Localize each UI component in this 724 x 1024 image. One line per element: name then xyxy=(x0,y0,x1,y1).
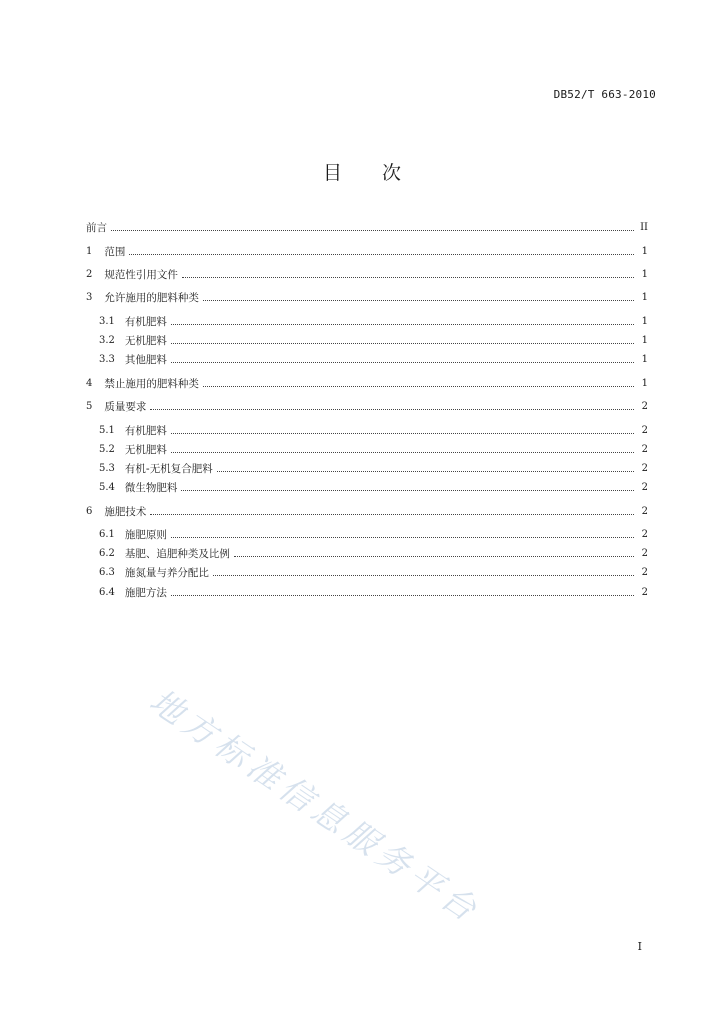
toc-entry-page: 1 xyxy=(641,268,648,280)
toc-entry-page: 2 xyxy=(641,443,648,455)
toc-entry-page: 1 xyxy=(641,334,648,346)
toc-entry-label: 允许施用的肥料种类 xyxy=(104,291,199,304)
toc-entry-page: 2 xyxy=(641,505,648,517)
toc-entry-label: 施肥技术 xyxy=(104,505,147,518)
toc-entry[interactable] xyxy=(86,398,648,414)
toc-entry-label: 有机肥料 xyxy=(124,315,167,328)
toc-entry[interactable] xyxy=(86,422,648,438)
toc-entry-number: 5.2 xyxy=(99,443,115,455)
toc-entry[interactable] xyxy=(86,584,648,600)
toc-dot-leader xyxy=(171,536,634,538)
toc-entry-page: 2 xyxy=(641,400,648,412)
toc-title-part2: 次 xyxy=(382,162,402,184)
toc-entry-page: 2 xyxy=(641,547,648,559)
toc-dot-leader xyxy=(234,555,634,557)
toc-entry-page: 2 xyxy=(641,528,648,540)
toc-entry-label: 有机肥料 xyxy=(124,424,167,437)
toc-dot-leader xyxy=(171,342,634,344)
toc-entry-label: 无机肥料 xyxy=(124,334,167,347)
toc-entry-label: 范围 xyxy=(104,245,126,258)
toc-dot-leader xyxy=(150,408,634,410)
toc-entry[interactable] xyxy=(86,564,648,580)
toc-title xyxy=(0,158,724,185)
page-number: I xyxy=(637,940,642,953)
toc-entry-number: 3 xyxy=(86,291,93,303)
toc-dot-leader xyxy=(213,574,634,576)
toc-entry-label: 禁止施用的肥料种类 xyxy=(104,377,199,390)
toc-entry-label: 基肥、追肥种类及比例 xyxy=(124,547,230,560)
toc-entry[interactable] xyxy=(86,219,648,235)
toc-entry-number: 6.4 xyxy=(99,586,115,598)
toc-entry-number: 5.1 xyxy=(99,424,115,436)
toc-entry-page: 2 xyxy=(641,566,648,578)
toc-entry-label: 无机肥料 xyxy=(124,443,167,456)
toc-entry-number: 3.1 xyxy=(99,315,115,327)
toc-dot-leader xyxy=(171,451,634,453)
toc-entry-number: 2 xyxy=(86,268,93,280)
document-code: DB52/T 663-2010 xyxy=(553,88,656,101)
toc-dot-leader xyxy=(181,489,634,491)
toc-dot-leader xyxy=(171,594,634,596)
toc-entry[interactable] xyxy=(86,289,648,305)
toc-dot-leader xyxy=(171,432,634,434)
toc-entry-number: 5.3 xyxy=(99,462,115,474)
watermark: 地方标准信息服务平台 xyxy=(142,680,488,932)
toc-entry[interactable] xyxy=(86,243,648,259)
toc-dot-leader xyxy=(217,470,634,472)
toc-entry[interactable] xyxy=(86,545,648,561)
toc-dot-leader xyxy=(203,385,634,387)
toc-dot-leader xyxy=(129,253,634,255)
toc-entry-page: 1 xyxy=(641,377,648,389)
toc-entry-number: 6.2 xyxy=(99,547,115,559)
toc-entry-label: 施肥原则 xyxy=(124,528,167,541)
toc-entry-page: 1 xyxy=(641,353,648,365)
toc-entry[interactable] xyxy=(86,351,648,367)
toc-entry-label: 有机-无机复合肥料 xyxy=(124,462,213,475)
toc-dot-leader xyxy=(150,513,634,515)
toc-entry-number: 1 xyxy=(86,245,93,257)
toc-entry-label: 质量要求 xyxy=(104,400,147,413)
toc-dot-leader xyxy=(171,361,634,363)
toc-entry[interactable] xyxy=(86,441,648,457)
toc-entry-number: 6.1 xyxy=(99,528,115,540)
toc-entry[interactable] xyxy=(86,266,648,282)
toc-entry-label: 前言 xyxy=(86,221,107,234)
toc-entry-number: 6.3 xyxy=(99,566,115,578)
toc-dot-leader xyxy=(182,276,634,278)
toc-entry[interactable] xyxy=(86,313,648,329)
toc-entry-page: 2 xyxy=(641,424,648,436)
toc-entry-number: 6 xyxy=(86,505,93,517)
toc-entry[interactable] xyxy=(86,332,648,348)
toc-entry-page: 2 xyxy=(641,586,648,598)
toc-entry-page: 2 xyxy=(641,462,648,474)
toc-entry-page: 1 xyxy=(641,315,648,327)
toc-entry-label: 规范性引用文件 xyxy=(104,268,178,281)
toc-entry-number: 3.3 xyxy=(99,353,115,365)
toc-entry-label: 施肥方法 xyxy=(124,586,167,599)
toc-dot-leader xyxy=(111,229,634,231)
toc-entry-page: 1 xyxy=(641,245,648,257)
toc-entry-page: II xyxy=(640,221,648,233)
toc-entry-page: 1 xyxy=(641,291,648,303)
toc-entry[interactable] xyxy=(86,503,648,519)
toc-dot-leader xyxy=(171,323,634,325)
toc-entry-page: 2 xyxy=(641,481,648,493)
toc-dot-leader xyxy=(203,299,634,301)
toc-entry[interactable] xyxy=(86,526,648,542)
toc-entry[interactable] xyxy=(86,375,648,391)
toc-entry-number: 5 xyxy=(86,400,93,412)
toc-entry-label: 施氮量与养分配比 xyxy=(124,566,209,579)
toc-entry-label: 其他肥料 xyxy=(124,353,167,366)
toc-entry-number: 3.2 xyxy=(99,334,115,346)
toc-entry-label: 微生物肥料 xyxy=(124,481,178,494)
toc-entry[interactable] xyxy=(86,479,648,495)
toc-entry-number: 5.4 xyxy=(99,481,115,493)
toc-entry-number: 4 xyxy=(86,377,93,389)
toc-entry[interactable] xyxy=(86,460,648,476)
toc-title-part1: 目 xyxy=(322,162,342,184)
